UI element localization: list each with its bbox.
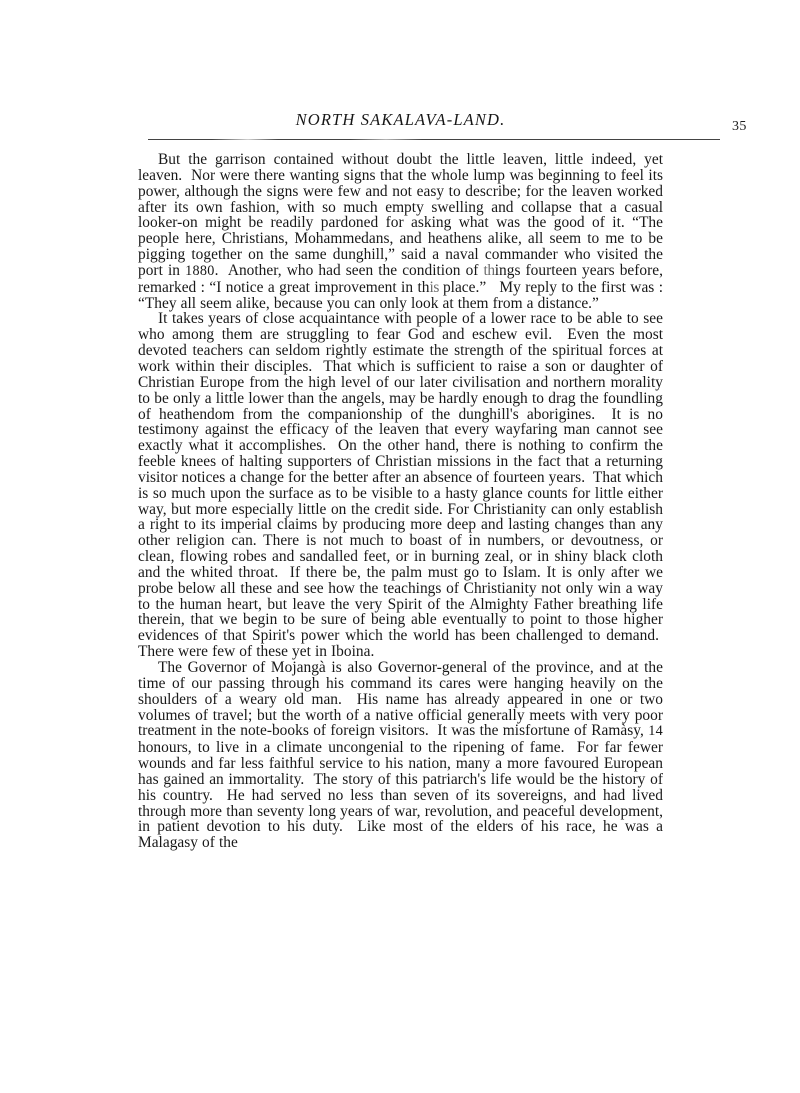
paragraph-3: The Governor of Mojangà is also Governor-general of the province, and at the time of our passing through his command its cares were hanging heavily on the shoulders of a weary old man. His name has already appeared in one or two volumes of travel; but the worth of a native official generally meets with very poor treatment in the note-books of foreign visitors. It was the misfortune of Ramàsy, 14 honours, to live in a climate uncongenial to the ripening of fame. For far fewer wounds and far less faithful service to his nation, many a more favoured European has gained an immortality. The story of this patriarch's life would be the history of his country. He had served no less than seven of its sovereigns, and had lived through more than seventy long years of war, revolution, and peaceful development, in patient devotion to his duty. Like most of the elders of his race, he was a Malagasy of the [138,659,663,852]
body-text-block [138,152,663,851]
paragraph-2: It takes years of close acquaintance with people of a lower race to be able to see who among them are struggling to fear God and eschew evil. Even the most devoted teachers can seldom rightly estimate the strength of the spiritual forces at work within their disciples. That which is sufficient to raise a son or daughter of Christian Europe from the high level of our later civilisation and northern morality to be only a little lower than the angels, may be hardly enough to drag the foundling of heathendom from the companionship of the dunghill's aborigines. It is no testimony against the efficacy of the leaven that every wayfaring man cannot see exactly what it accomplishes. On the other hand, there is nothing to confirm the feeble knees of halting supporters of Christian missions in the fact that a returning visitor notices a change for the better after an absence of fourteen years. That which is so much upon the surface as to be visible to a hasty glance counts for little either way, but more especially little on the credit side. For Christianity can only establish a right to its imperial claims by producing more deep and lasting changes than any other religion can. There is not much to boast of in numbers, or devoutness, or clean, flowing robes and sandalled feet, or in burning zeal, or in shiny black cloth and the whited throat. If there be, the palm must go to Islam. It is only after we probe below all these and see how the teachings of Christianity not only win a way to the human heart, but leave the very Spirit of the Almighty Father breathing life therein, that we begin to be sure of being able eventually to point to those higher evidences of that Spirit's power which the world has been challenged to demand. There were few of these yet in Iboina. [138,310,663,661]
header-rule [148,139,720,140]
running-head [138,110,747,140]
paragraph-1: But the garrison contained without doubt the little leaven, little indeed, yet leaven. Nor were there wanting signs that the whole lump was beginning to feel its power, although the signs were few and not easy to describe; for the leaven worked after its own fashion, with so much empty swelling and collapse that a casual looker-on might be readily pardoned for asking what was the good of it. “The people here, Christians, Mohammedans, and heathens alike, all seem to me to be pigging together on the same dunghill,” said a naval commander who visited the port in 1880. Another, who had seen the condition of things fourteen years before, remarked : “I notice a great improvement in this place.” My reply to the first was : “They all seem alike, because you can only look at them from a distance.” [138,151,663,312]
page-title: NORTH SAKALAVA-LAND. [295,110,506,129]
page-number: 35 [732,119,747,134]
